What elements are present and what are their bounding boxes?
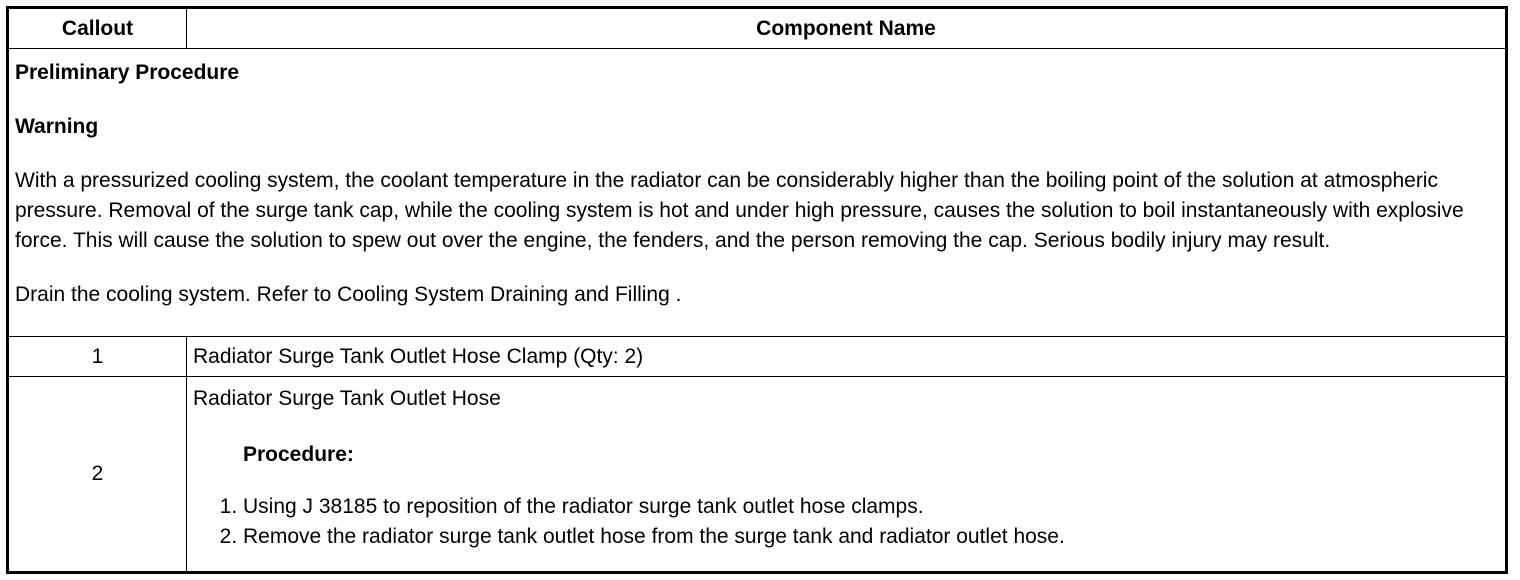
preliminary-procedure-title: Preliminary Procedure [15,61,240,84]
drain-instruction: Drain the cooling system. Refer to Cooling System Draining and Filling . [15,283,682,306]
table-row [8,377,1507,573]
table-row [8,337,1507,377]
procedure-steps-list [193,492,1499,552]
procedure-step: 1. Using J 38185 to reposition of the radiator surge tank outlet hose clamps. [243,492,1499,522]
callout-cell: 1 [8,337,187,377]
callout-header: Callout [8,8,187,49]
preliminary-row [8,49,1507,337]
component-name-cell: Radiator Surge Tank Outlet Hose Clamp (Qty: 2) [187,337,1507,377]
procedure-table [6,6,1508,574]
component-name-cell [187,377,1507,573]
component-name-header: Component Name [187,8,1507,49]
callout-cell: 2 [8,377,187,573]
warning-title: Warning [15,115,99,138]
procedure-step: 2. Remove the radiator surge tank outlet hose from the surge tank and radiator outlet hose. [243,522,1499,552]
procedure-label: Procedure: [243,443,354,467]
preliminary-cell [8,49,1507,337]
component-name: Radiator Surge Tank Outlet Hose [193,387,501,411]
header-row [8,8,1507,49]
warning-text: With a pressurized cooling system, the coolant temperature in the radiator can be considerably higher than the boiling point of the solution at atmospheric pressure. Removal of the surge tank cap, while the cooling system is hot and under high pressure, causes the solution to boil instantaneously with explosive force. This will cause the solution to spew out over the engine, the fenders, and the person removing the cap. Serious bodily injury may result. [15,169,1464,252]
